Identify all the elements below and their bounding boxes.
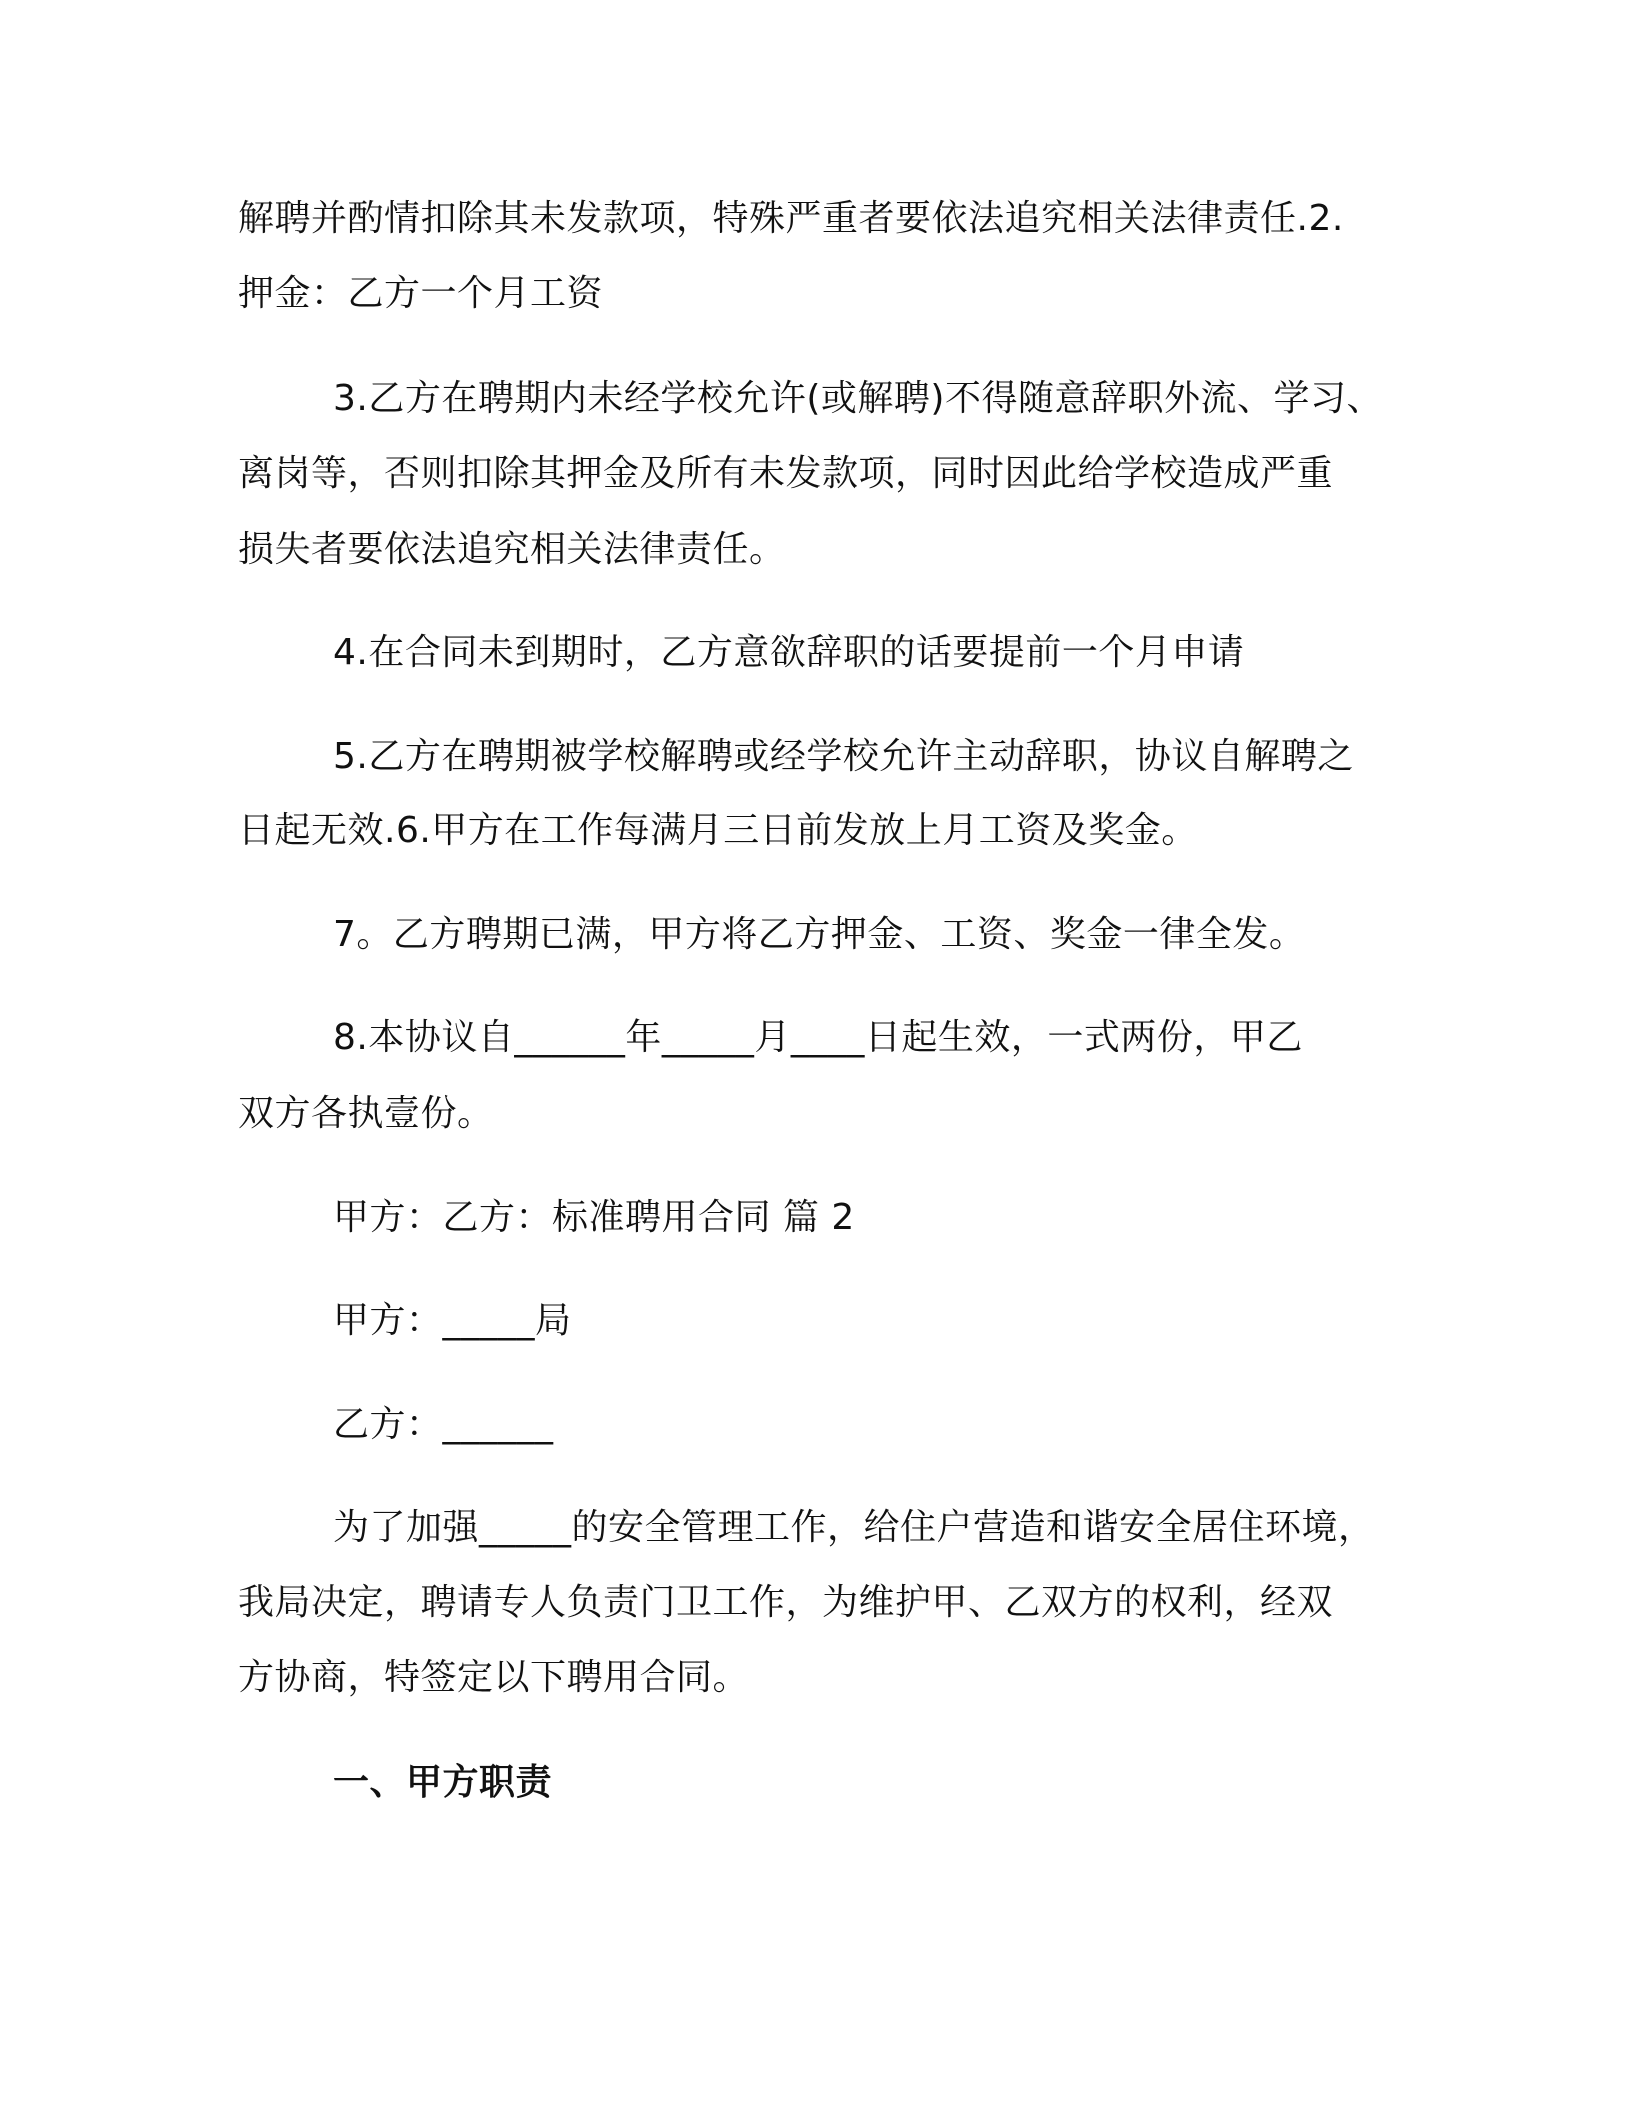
- clause-3-line-2: 离岗等，否则扣除其押金及所有未发款项，同时因此给学校造成严重: [238, 453, 1334, 494]
- preamble-line-1: 为了加强_____的安全管理工作，给住户营造和谐安全居住环境，: [333, 1507, 1375, 1548]
- party-a-line: 甲方：_____局: [333, 1300, 572, 1341]
- preamble-line-3: 方协商，特签定以下聘用合同。: [238, 1657, 750, 1698]
- clause-5-line-2: 日起无效.6.甲方在工作每满月三日前发放上月工资及奖金。: [238, 810, 1198, 851]
- clause-7-line: 7。乙方聘期已满，甲方将乙方押金、工资、奖金一律全发。: [333, 914, 1306, 955]
- preamble-line-2: 我局决定，聘请专人负责门卫工作，为维护甲、乙双方的权利，经双: [238, 1582, 1334, 1623]
- clause-4-line: 4.在合同未到期时，乙方意欲辞职的话要提前一个月申请: [333, 632, 1245, 673]
- clause-3-line-3: 损失者要依法追究相关法律责任。: [238, 529, 786, 570]
- clause-8-line-1: 8.本协议自______年_____月____日起生效，一式两份，甲乙: [333, 1017, 1303, 1058]
- signature-and-title-line: 甲方：乙方：标准聘用合同 篇 2: [333, 1197, 855, 1238]
- paragraph-1-line-1: 解聘并酌情扣除其未发款项，特殊严重者要依法追究相关法律责任.2.: [238, 198, 1344, 239]
- clause-3-line-1: 3.乙方在聘期内未经学校允许(或解聘)不得随意辞职外流、学习、: [333, 378, 1383, 419]
- paragraph-1-line-2: 押金：乙方一个月工资: [238, 273, 604, 314]
- section-heading: 一、甲方职责: [333, 1762, 553, 1803]
- party-b-line: 乙方：______: [333, 1404, 554, 1445]
- clause-8-line-2: 双方各执壹份。: [238, 1093, 494, 1134]
- clause-5-line-1: 5.乙方在聘期被学校解聘或经学校允许主动辞职，协议自解聘之: [333, 736, 1354, 777]
